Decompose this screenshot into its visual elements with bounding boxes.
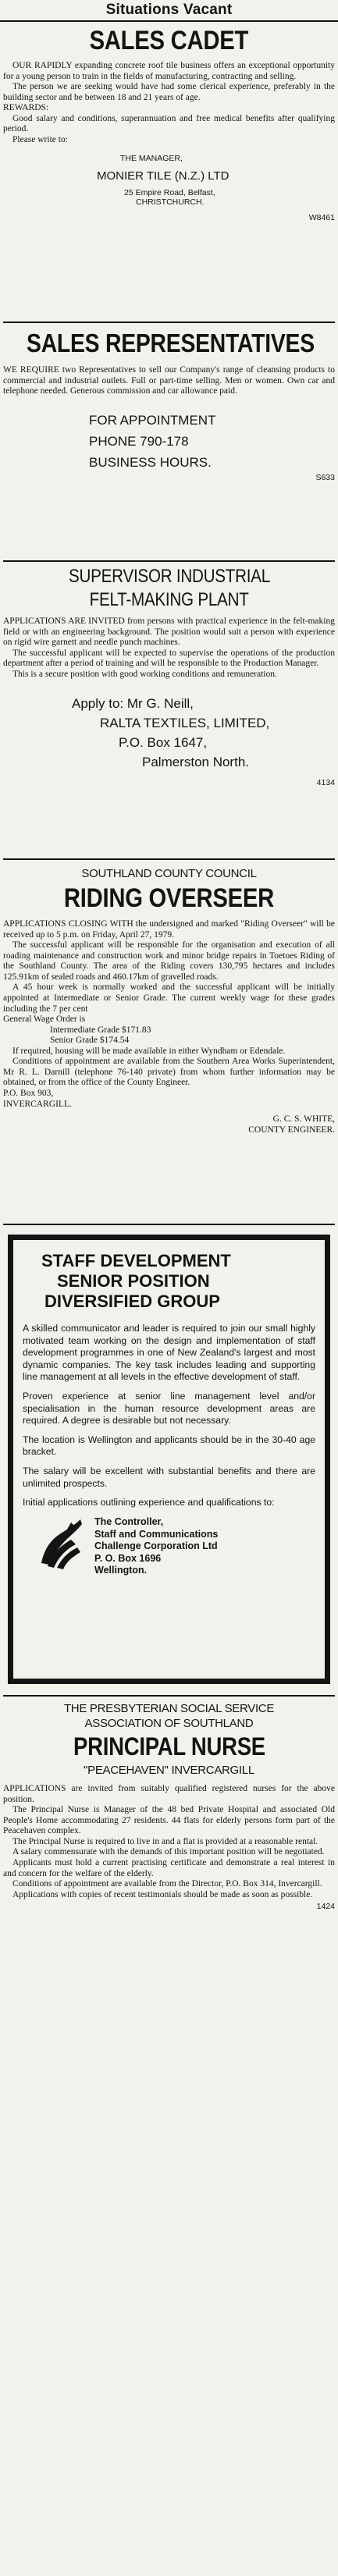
ad-principal-nurse bbox=[3, 1701, 335, 2576]
ad-body: Please write to: bbox=[12, 134, 68, 144]
ad-reference: S633 bbox=[315, 472, 335, 482]
challenge-corporation-logo-icon bbox=[37, 1516, 85, 1571]
section-header: Situations Vacant bbox=[0, 0, 338, 22]
ad-subheading: THE PRESBYTERIAN SOCIAL SERVICE bbox=[63, 1702, 275, 1715]
ad-heading: SENIOR POSITION bbox=[57, 1271, 210, 1291]
ad-supervisor-felt-making bbox=[3, 565, 335, 855]
ad-riding-overseer bbox=[3, 866, 335, 1217]
ad-address-line: 25 Empire Road, Belfast, bbox=[124, 187, 215, 197]
ad-body: This is a secure position with good working conditions and remuneration. bbox=[12, 669, 277, 679]
ad-signature: G. C. S. WHITE, bbox=[272, 1114, 335, 1125]
ad-body: WE REQUIRE two Representatives to sell our Company's range of cleansing products to commercial and industrial outlets. Full or part-time selling. Men or women. Own car and telephone needed. Generous commission and car allowance paid. bbox=[3, 365, 335, 396]
ad-company-name: MONIER TILE (N.Z.) LTD bbox=[97, 169, 229, 183]
ad-body: A salary commensurate with the demands of this important position will be negotiated. bbox=[12, 1847, 325, 1857]
contact-line: Staff and Communications bbox=[94, 1528, 219, 1540]
ad-body: Proven experience at senior line management level and/or specialisation in the human resource development areas are required. A degree is desirable but not necessary. bbox=[23, 1391, 315, 1427]
divider bbox=[3, 1695, 335, 1697]
ad-body: Conditions of appointment are available from the Director, P.O. Box 314, Invercargill. bbox=[12, 1879, 322, 1889]
ad-heading: RIDING OVERSEER bbox=[63, 883, 275, 913]
ad-heading: STAFF DEVELOPMENT bbox=[41, 1251, 231, 1270]
ad-address-line: CHRISTCHURCH. bbox=[136, 197, 205, 207]
ad-body: The salary will be excellent with substantial benefits and there are unlimited prospects. bbox=[23, 1466, 315, 1489]
ad-appointment-line: FOR APPOINTMENT bbox=[89, 412, 216, 428]
divider bbox=[3, 322, 335, 323]
ad-body: The Principal Nurse is Manager of the 48 bed Private Hospital and associated Old People's Home accommodating 27 residents. 44 flats for elderly persons form part of the Peacehaven complex. bbox=[3, 1805, 335, 1836]
ad-heading: SUPERVISOR INDUSTRIAL bbox=[68, 566, 270, 587]
ad-body: Initial applications outlining experience and qualifications to: bbox=[23, 1497, 275, 1508]
ad-body: APPLICATIONS are invited from suitably qualified registered nurses for the above position. bbox=[3, 1784, 335, 1804]
ad-signature-title: COUNTY ENGINEER. bbox=[248, 1125, 335, 1135]
contact-line: The Controller, bbox=[94, 1515, 164, 1527]
ad-sales-cadet bbox=[3, 25, 335, 320]
ad-body: Applications with copies of recent testimonials should be made as soon as possible. bbox=[12, 1889, 313, 1899]
ad-subheading: SOUTHLAND COUNTY COUNCIL bbox=[81, 867, 257, 880]
ad-apply-line: Apply to: Mr G. Neill, bbox=[72, 696, 194, 712]
ad-heading: SALES REPRESENTATIVES bbox=[27, 329, 315, 357]
ad-body: The successful applicant will be responsible for the organisation and execution of all roading maintenance and construction work and minor bridge repairs in Toetoes Riding of the Southland County. The area of the Riding covers 130,795 hectares and includes 125.91km of sealed roads and 460.17km of gravelled roads. bbox=[3, 940, 335, 982]
ad-body: REWARDS: bbox=[3, 103, 49, 113]
ad-body: Applicants must hold a current practising certificate and demonstrate a real interest in and concern for the welfare of the elderly. bbox=[3, 1857, 335, 1878]
ad-wage-grade: Senior Grade $174.54 bbox=[50, 1036, 130, 1046]
ad-company-name: RALTA TEXTILES, LIMITED, bbox=[100, 716, 270, 731]
ad-body: The location is Wellington and applicants should be in the 30-40 age bracket. bbox=[23, 1434, 315, 1458]
ad-subheading: "PEACEHAVEN" INVERCARGILL bbox=[84, 1764, 254, 1777]
ad-body: APPLICATIONS ARE INVITED from persons with practical experience in the felt-making field or with an engineering background. The position would suit a person with experience on rigid wire garnett and needle punch machines. bbox=[3, 616, 335, 648]
ad-body: Conditions of appointment are available from the Southern Area Works Superintendent, Mr R. L. Darnill (telephone 76-140 private) from whom further information may be obtained, or from the office of the County Engineer. bbox=[3, 1057, 335, 1088]
ad-address-line: INVERCARGILL. bbox=[3, 1099, 72, 1109]
ad-address-line: P.O. Box 903, bbox=[3, 1089, 54, 1098]
ad-reference: 4134 bbox=[316, 778, 335, 788]
divider bbox=[3, 858, 335, 860]
ad-address-line: Palmerston North. bbox=[142, 755, 249, 770]
divider bbox=[3, 560, 335, 562]
ad-wage-grade: Intermediate Grade $171.83 bbox=[50, 1025, 151, 1035]
ad-address-line: P.O. Box 1647, bbox=[119, 735, 208, 751]
ad-body: If required, housing will be made available in either Wyndham or Edendale. bbox=[12, 1046, 286, 1056]
ad-body: OUR RAPIDLY expanding concrete roof tile business offers an exceptional opportunity for a young person to train in the fields of manufacturing, contracting and selling. bbox=[3, 61, 335, 81]
ad-heading: PRINCIPAL NURSE bbox=[73, 1732, 265, 1761]
ad-sales-representatives bbox=[3, 328, 335, 559]
ad-body: A skilled communicator and leader is required to join our small highly motivated team working on the design and implementation of staff development programmes in one of New Zealand's largest and most dynamic companies. The key task includes leading and supporting line management at all levels in the effective development of staff. bbox=[23, 1323, 315, 1383]
ad-reference: W8461 bbox=[308, 213, 335, 223]
ad-reference: 1424 bbox=[316, 1902, 335, 1912]
ad-body: The person we are seeking would have had some clerical experience, preferably in the building sector and be between 18 and 21 years of age. bbox=[3, 82, 335, 102]
ad-body: General Wage Order is bbox=[3, 1014, 86, 1025]
ad-contact-address bbox=[94, 1516, 218, 1577]
ad-hours-line: BUSINESS HOURS. bbox=[89, 454, 212, 470]
ad-subheading: ASSOCIATION OF SOUTHLAND bbox=[84, 1717, 254, 1730]
contact-line: Challenge Corporation Ltd bbox=[94, 1540, 218, 1552]
ad-heading: FELT-MAKING PLANT bbox=[89, 589, 249, 610]
ad-body: The Principal Nurse is required to live in and a flat is provided at a reasonable rental. bbox=[12, 1836, 318, 1846]
contact-line: P. O. Box 1696 bbox=[94, 1552, 162, 1564]
ad-heading: DIVERSIFIED GROUP bbox=[44, 1292, 220, 1311]
ad-body: Good salary and conditions, superannuation and free medical benefits after qualifying period. bbox=[3, 113, 335, 134]
ad-phone-line: PHONE 790-178 bbox=[89, 433, 189, 449]
ad-contact-block bbox=[23, 1516, 315, 1577]
ad-body: A 45 hour week is normally worked and the successful applicant will be initially appointed at Intermediate or Senior Grade. The current weekly wage for these grades including the 7 per cent bbox=[3, 982, 335, 1014]
divider bbox=[3, 1224, 335, 1225]
ad-heading: SALES CADET bbox=[89, 26, 249, 55]
ad-staff-development bbox=[8, 1235, 330, 1684]
contact-line: Wellington. bbox=[94, 1565, 148, 1576]
ad-body: APPLICATIONS CLOSING WITH the undersigned and marked "Riding Overseer" will be received up to 5 p.m. on Friday, April 27, 1979. bbox=[3, 919, 335, 940]
ad-body: The successful applicant will be expected to supervise the operations of the production department after a period of training and will be responsible to the Production Manager. bbox=[3, 648, 335, 669]
ad-address-line: THE MANAGER, bbox=[120, 153, 183, 163]
